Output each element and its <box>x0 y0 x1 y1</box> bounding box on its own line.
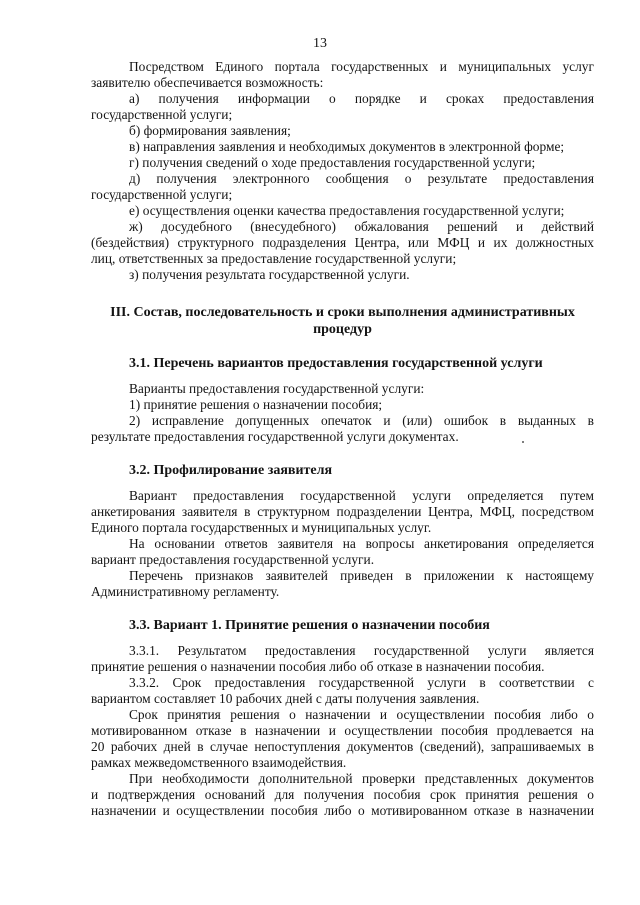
list-item-z: з) получения результата государственной услуги. <box>129 267 410 282</box>
paragraph: При необходимости дополнительной проверки представленных документов <box>129 771 594 786</box>
list-item-a-cont: государственной услуги; <box>91 107 233 122</box>
list-item-d-cont: государственной услуги; <box>91 187 233 202</box>
paragraph-cont: Единого портала государственных и муниципальных услуг. <box>91 520 432 535</box>
list-item-zh: ж) досудебного (внесудебного) обжалования решений и действий <box>129 219 594 234</box>
paragraph: Перечень признаков заявителей приведен в приложении к настоящему <box>129 568 594 583</box>
list-item-a: а) получения информации о порядке и сроках предоставления <box>129 91 594 106</box>
paragraph-cont: назначении и осуществлении пособия либо о мотивированном отказе в назначении <box>91 803 594 818</box>
list-item-v: в) направления заявления и необходимых документов в электронной форме; <box>129 139 565 154</box>
paragraph-cont: мотивированном отказе в назначении и осуществлении пособия продлевается на <box>91 723 594 738</box>
list-item-zh-cont: (бездействия) структурного подразделения Центра, или МФЦ и их должностных <box>91 235 594 250</box>
subsection-heading-3-3: 3.3. Вариант 1. Принятие решения о назначении пособия <box>129 618 490 633</box>
page-content <box>91 59 594 819</box>
scan-speck <box>522 441 524 443</box>
paragraph-cont: и подтверждения оснований для получения пособия срок принятия решения о <box>91 787 594 802</box>
paragraph: 3.3.2. Срок предоставления государственной услуги в соответствии с <box>129 675 594 690</box>
paragraph: Варианты предоставления государственной услуги: <box>129 381 425 396</box>
list-item: 2) исправление допущенных опечаток и (или) ошибок в выданных в <box>129 413 594 428</box>
section-heading: III. Состав, последовательность и сроки выполнения административных <box>110 305 575 320</box>
intro-line: Посредством Единого портала государственных и муниципальных услуг <box>129 59 594 74</box>
paragraph-cont: Административному регламенту. <box>91 584 280 599</box>
subsection-heading-3-1: 3.1. Перечень вариантов предоставления государственной услуги <box>129 356 543 371</box>
list-item-zh-cont: лиц, ответственных за предоставление государственной услуги; <box>91 251 457 266</box>
page-number: 13 <box>313 36 327 51</box>
paragraph: Вариант предоставления государственной услуги определяется путем <box>129 488 594 503</box>
paragraph: 3.3.1. Результатом предоставления государственной услуги является <box>129 643 594 658</box>
list-item-d: д) получения электронного сообщения о результате предоставления <box>129 171 594 186</box>
list-item-b: б) формирования заявления; <box>129 123 291 138</box>
subsection-heading-3-2: 3.2. Профилирование заявителя <box>129 463 333 478</box>
paragraph-cont: вариант предоставления государственной услуги. <box>91 552 375 567</box>
list-item-e: е) осуществления оценки качества предоставления государственной услуги; <box>129 203 565 218</box>
paragraph-cont: рамках межведомственного взаимодействия. <box>91 755 347 770</box>
paragraph: Срок принятия решения о назначении и осуществлении пособия либо о <box>129 707 594 722</box>
list-item-g: г) получения сведений о ходе предоставления государственной услуги; <box>129 155 536 170</box>
intro-line: заявителю обеспечивается возможность: <box>91 75 324 90</box>
paragraph-cont: вариантом составляет 10 рабочих дней с даты получения заявления. <box>91 691 480 706</box>
section-heading-cont: процедур <box>313 322 372 337</box>
paragraph-cont: принятие решения о назначении пособия либо об отказе в назначении пособия. <box>91 659 545 674</box>
list-item-cont: результате предоставления государственной услуги документах. <box>91 429 459 444</box>
list-item: 1) принятие решения о назначении пособия; <box>129 397 383 412</box>
paragraph-cont: анкетирования заявителя в структурном подразделении Центра, МФЦ, посредством <box>91 504 594 519</box>
paragraph-cont: 20 рабочих дней в случае непоступления документов (сведений), запрашиваемых в <box>91 739 594 754</box>
paragraph: На основании ответов заявителя на вопросы анкетирования определяется <box>129 536 594 551</box>
